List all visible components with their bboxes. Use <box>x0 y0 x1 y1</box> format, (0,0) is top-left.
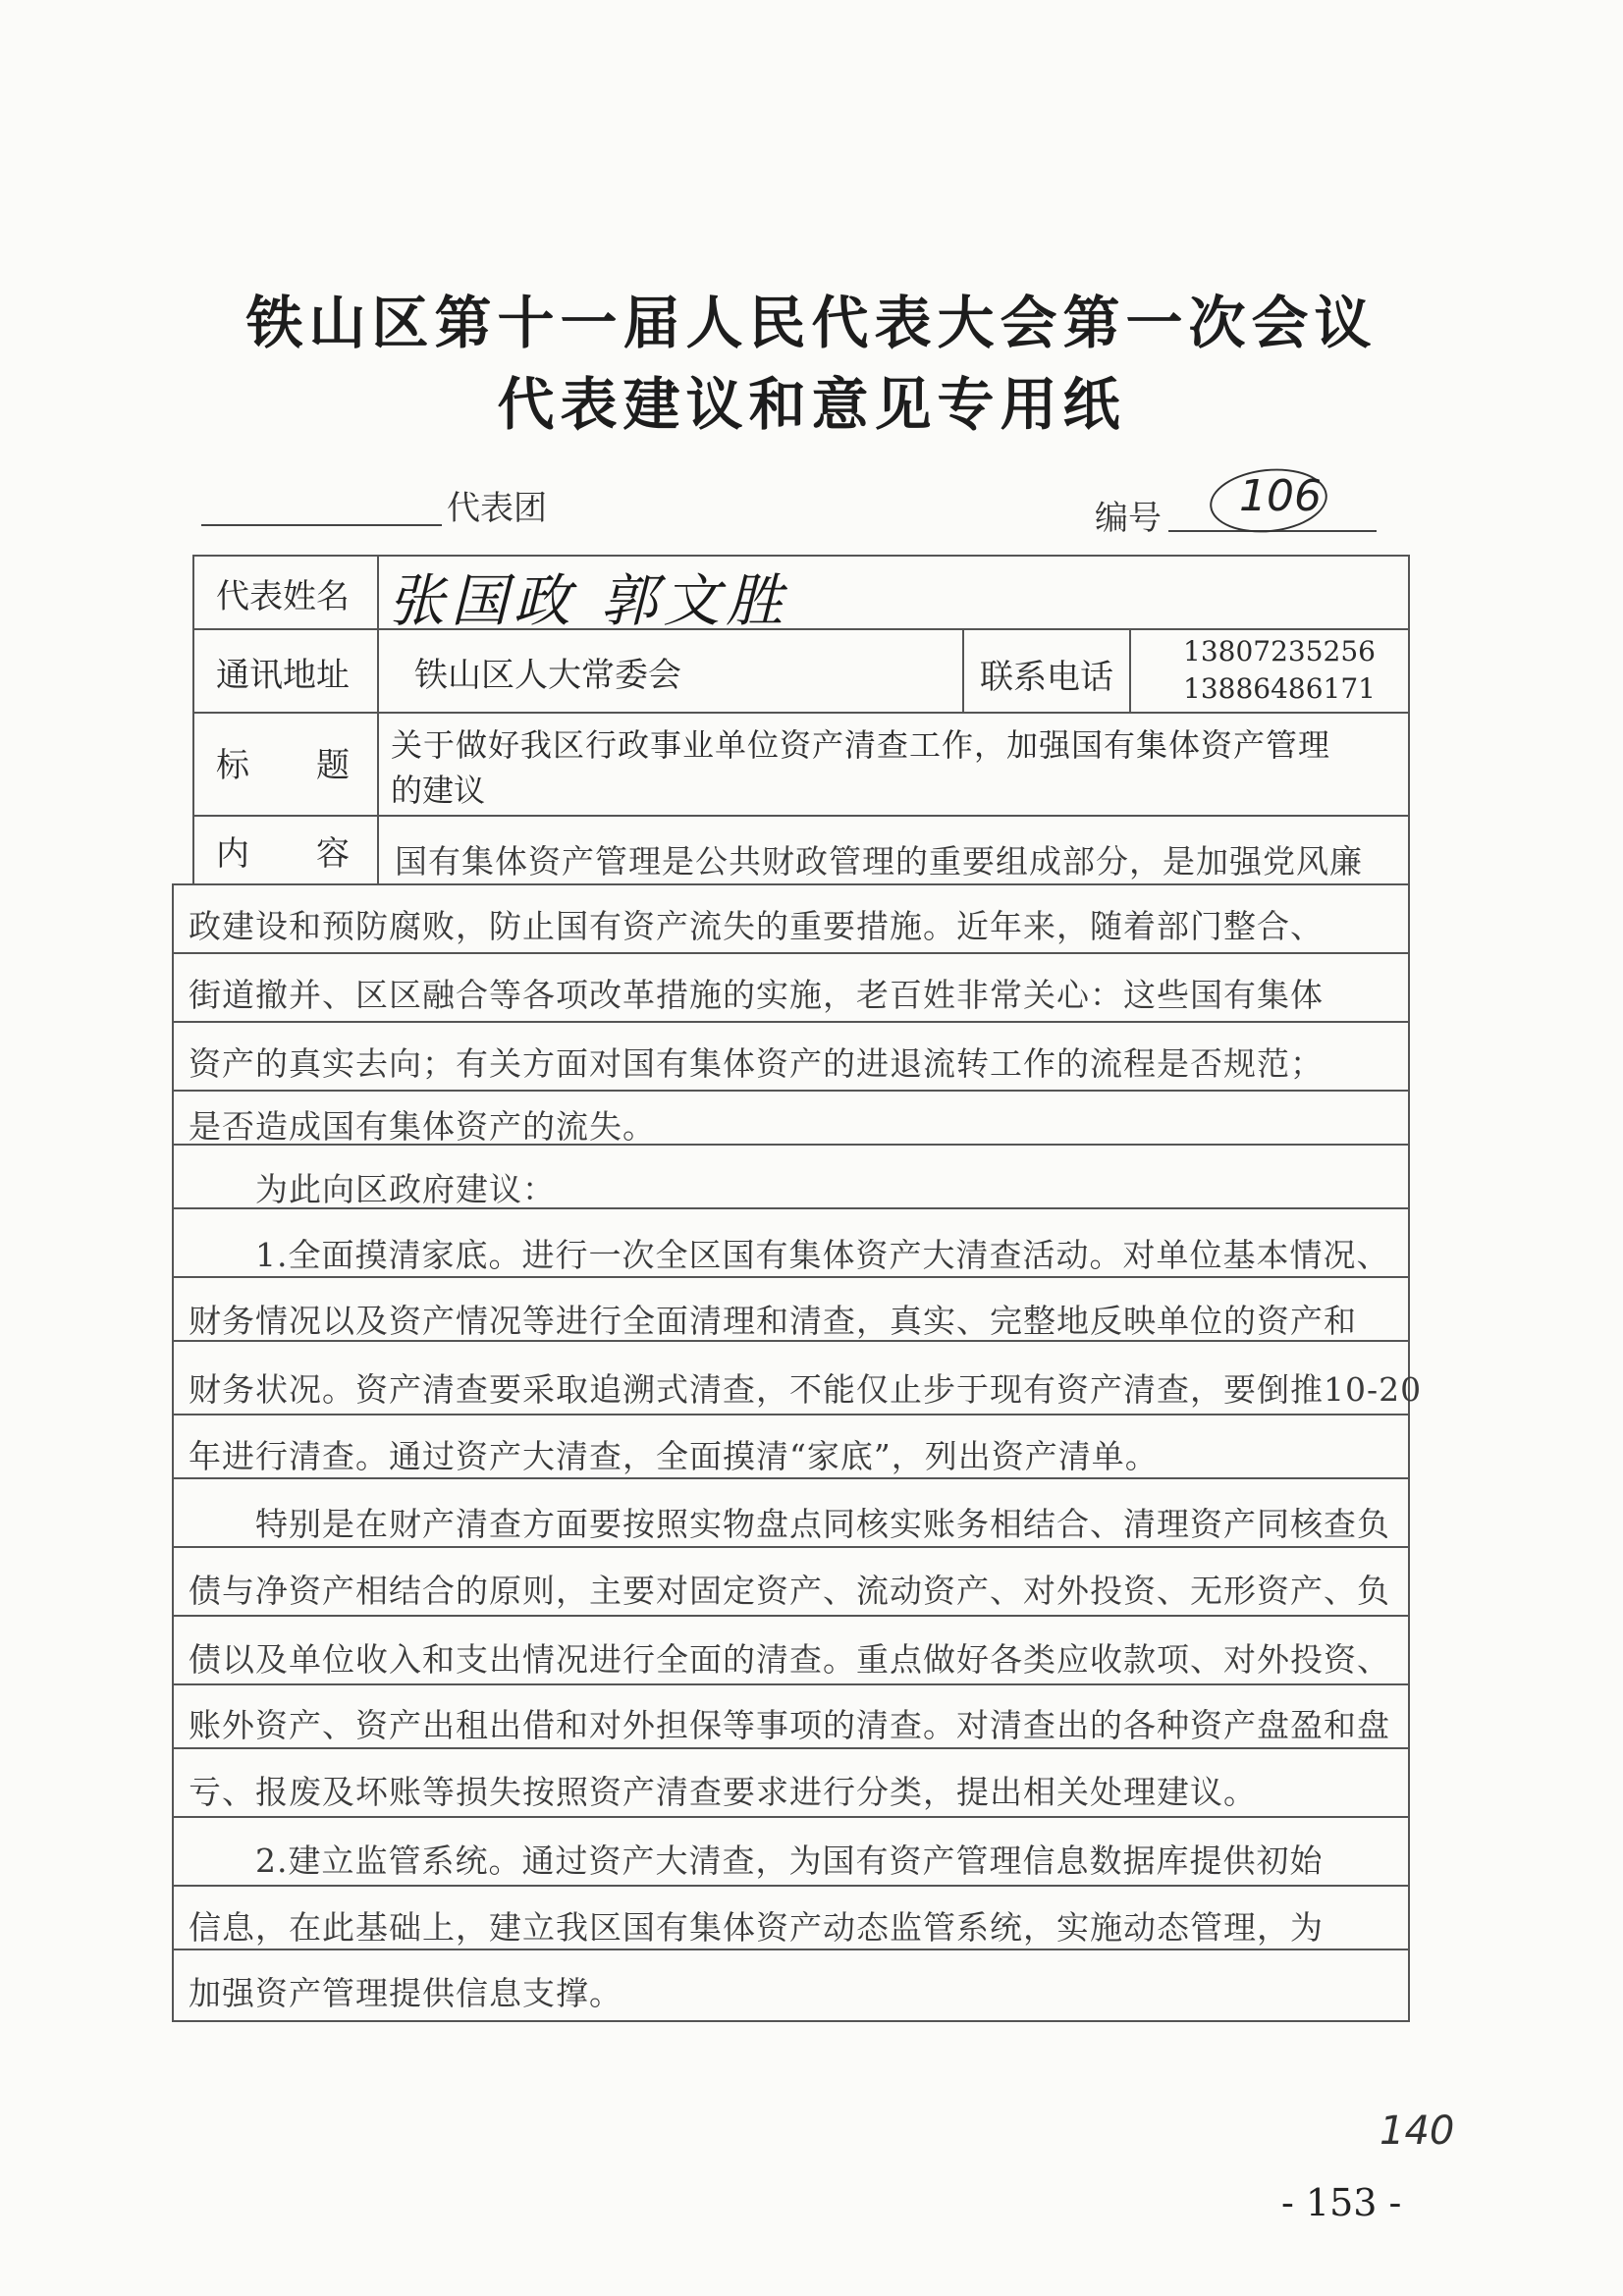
content-line: 政建设和预防腐败，防止国有资产流失的重要措施。近年来，随着部门整合、 <box>189 907 1324 945</box>
writing-line <box>172 1816 1410 1818</box>
content-line: 特别是在财产清查方面要按照实物盘点同核实账务相结合、清理资产同核查负 <box>189 1505 1390 1543</box>
content-line: 国有集体资产管理是公共财政管理的重要组成部分，是加强党风廉 <box>395 842 1363 881</box>
writing-line <box>172 1021 1410 1023</box>
row-divider-1 <box>192 628 1410 630</box>
content-label: 内 容 <box>216 834 350 874</box>
number-label: 编号 <box>1095 499 1162 538</box>
row-divider-4 <box>172 883 1410 885</box>
delegation-blank <box>201 522 442 526</box>
content-line: 为此向区政府建议： <box>189 1170 556 1208</box>
writing-line <box>172 1885 1410 1887</box>
content-line: 债以及单位收入和支出情况进行全面的清查。重点做好各类应收款项、对外投资、 <box>189 1640 1390 1679</box>
number-value: 106 <box>1239 471 1322 521</box>
table-bottom-border <box>172 2020 1410 2022</box>
writing-line <box>172 1090 1410 1092</box>
table-right-border <box>1408 555 1410 2022</box>
writing-line <box>172 1949 1410 1950</box>
subject-value-line1: 关于做好我区行政事业单位资产清查工作，加强国有集体资产管理 <box>391 726 1331 764</box>
content-line: 资产的真实去向；有关方面对国有集体资产的进退流转工作的流程是否规范； <box>189 1044 1324 1083</box>
table-left-border-lower <box>172 883 174 2022</box>
row-divider-2 <box>192 712 1410 714</box>
address-value: 铁山区人大常委会 <box>414 656 681 695</box>
delegation-label: 代表团 <box>447 489 547 528</box>
writing-line <box>172 1276 1410 1278</box>
writing-line <box>172 1546 1410 1548</box>
document-title: 铁山区第十一届人民代表大会第一次会议 <box>245 290 1378 356</box>
content-line: 财务情况以及资产情况等进行全面清理和清查，真实、完整地反映单位的资产和 <box>189 1302 1357 1340</box>
writing-line <box>172 1683 1410 1685</box>
name-label: 代表姓名 <box>216 577 350 616</box>
phone-number-2: 13886486171 <box>1183 672 1376 705</box>
writing-line <box>172 1414 1410 1415</box>
phone-number-1: 13807235256 <box>1183 635 1376 667</box>
writing-line <box>172 952 1410 954</box>
table-left-border <box>192 555 194 883</box>
content-line: 加强资产管理提供信息支撑。 <box>189 1974 622 2012</box>
content-line: 信息，在此基础上，建立我区国有集体资产动态监管系统，实施动态管理，为 <box>189 1908 1324 1947</box>
handwritten-page-number: 140 <box>1380 2109 1455 2154</box>
phone-value-divider <box>1129 628 1131 712</box>
phone-column-divider <box>962 628 964 712</box>
content-line: 街道撤并、区区融合等各项改革措施的实施，老百姓非常关心：这些国有集体 <box>189 976 1324 1014</box>
content-line: 1.全面摸清家底。进行一次全区国有集体资产大清查活动。对单位基本情况、 <box>189 1236 1390 1274</box>
address-label: 通讯地址 <box>216 656 350 695</box>
page-number: - 153 - <box>1281 2181 1402 2224</box>
writing-line <box>172 1747 1410 1749</box>
content-line: 年进行清查。通过资产大清查，全面摸清“家底”，列出资产清单。 <box>189 1437 1159 1475</box>
table-top-border <box>192 555 1410 557</box>
document-subtitle: 代表建议和意见专用纸 <box>497 371 1126 438</box>
content-line: 债与净资产相结合的原则，主要对固定资产、流动资产、对外投资、无形资产、负 <box>189 1572 1390 1610</box>
content-line: 是否造成国有集体资产的流失。 <box>189 1107 656 1146</box>
phone-label: 联系电话 <box>980 658 1113 697</box>
writing-line <box>172 1477 1410 1479</box>
writing-line <box>172 1615 1410 1617</box>
content-line: 账外资产、资产出租出借和对外担保等事项的清查。对清查出的各种资产盘盈和盘 <box>189 1706 1390 1744</box>
row-divider-3 <box>192 815 1410 817</box>
content-line: 亏、报废及坏账等损失按照资产清查要求进行分类，提出相关处理建议。 <box>189 1773 1257 1811</box>
content-line: 财务状况。资产清查要采取追溯式清查，不能仅止步于现有资产清查，要倒推10-20 <box>189 1370 1423 1409</box>
handwritten-signature: 张国政 郭文胜 <box>388 567 789 634</box>
label-column-divider <box>377 555 379 883</box>
content-line: 2.建立监管系统。通过资产大清查，为国有资产管理信息数据库提供初始 <box>189 1842 1324 1880</box>
subject-value-line2: 的建议 <box>391 772 486 809</box>
subject-label: 标 题 <box>216 746 350 785</box>
